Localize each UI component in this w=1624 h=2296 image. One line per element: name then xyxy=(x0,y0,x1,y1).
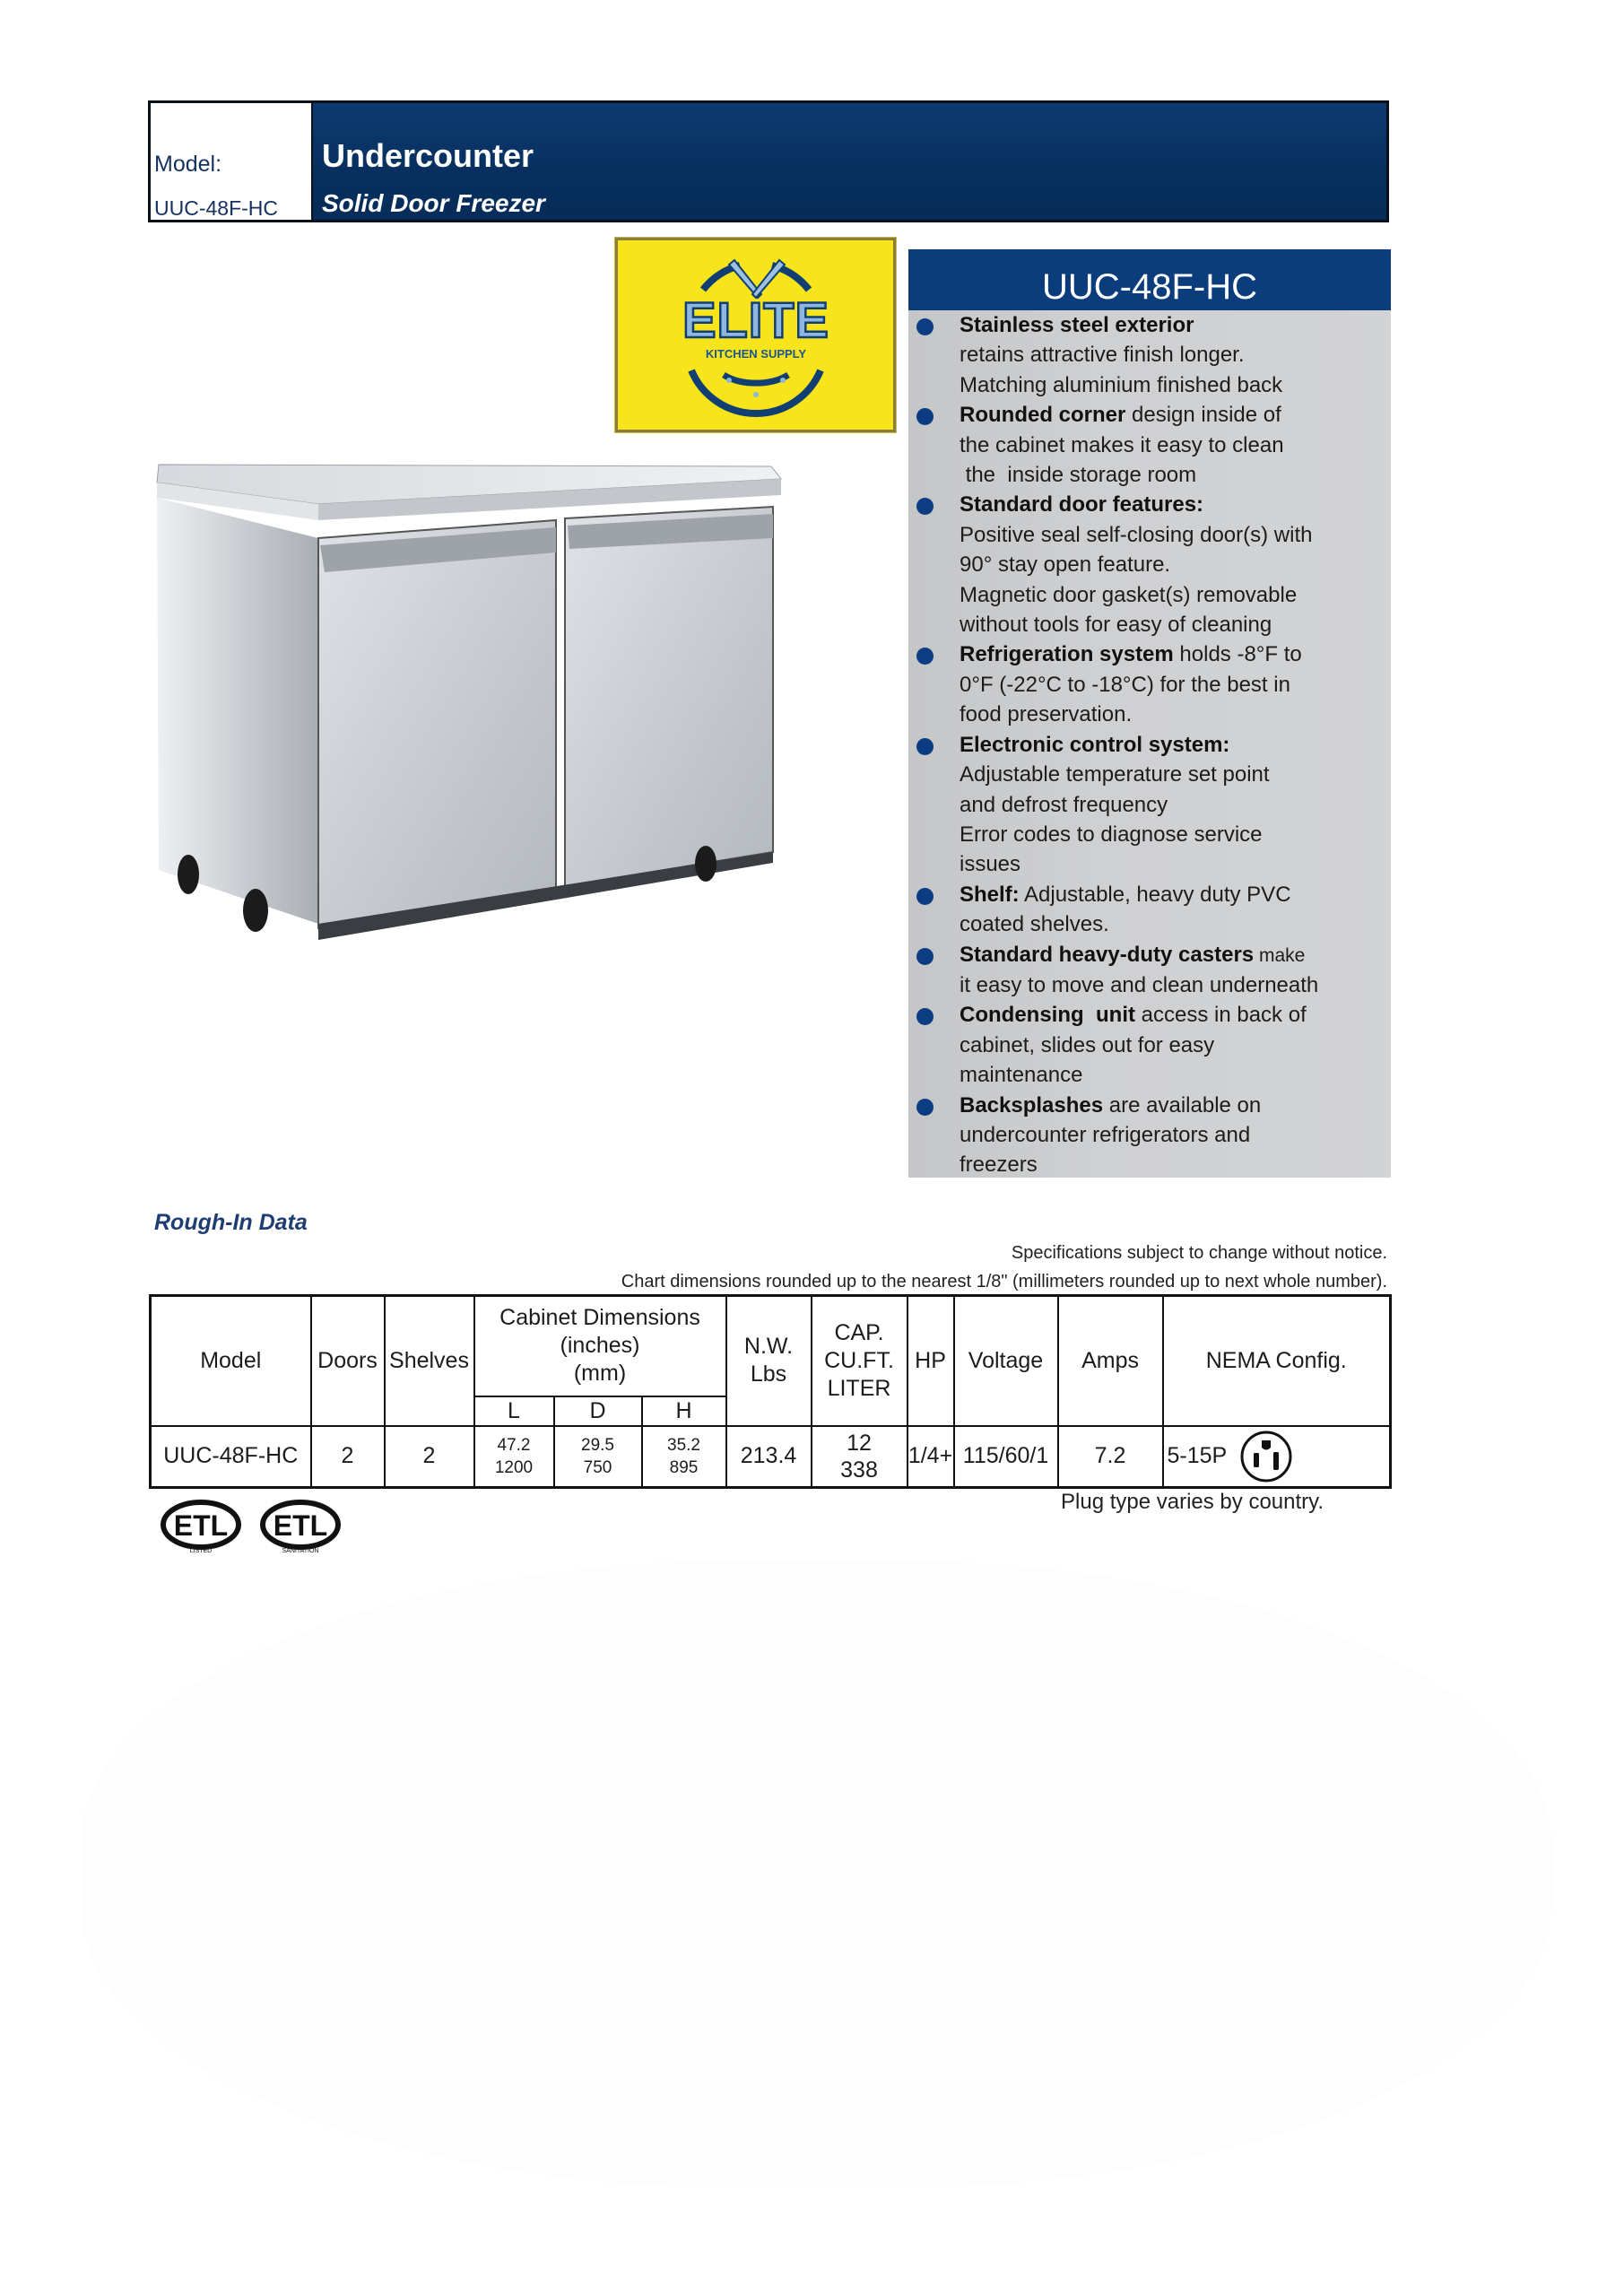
freezer-illustration-icon xyxy=(148,448,785,946)
col-header-net-weight: N.W. Lbs xyxy=(726,1296,812,1426)
feature-item: Shelf: Adjustable, heavy duty PVC coated shelves. xyxy=(908,880,1391,940)
cell-amps: 7.2 xyxy=(1058,1426,1163,1488)
col-header-length: L xyxy=(474,1396,554,1426)
cell-doors: 2 xyxy=(311,1426,385,1488)
col-header-nema: NEMA Config. xyxy=(1163,1296,1391,1426)
feature-item: Rounded corner design inside of the cabinet makes it easy to clean the inside storage room xyxy=(908,400,1391,490)
col-header-depth: D xyxy=(554,1396,642,1426)
model-label: Model: xyxy=(154,152,222,177)
cell-height: 35.2 895 xyxy=(642,1426,726,1488)
cell-shelves: 2 xyxy=(385,1426,474,1488)
col-header-amps: Amps xyxy=(1058,1296,1163,1426)
feature-panel xyxy=(908,249,1391,1178)
model-box xyxy=(151,103,313,220)
cell-hp: 1/4+ xyxy=(908,1426,954,1488)
svg-text:KITCHEN SUPPLY: KITCHEN SUPPLY xyxy=(705,347,807,361)
logo-emblem-icon xyxy=(618,240,893,430)
bullet-icon xyxy=(916,498,934,515)
svg-text:SANITATION: SANITATION xyxy=(282,1548,319,1554)
rough-in-table xyxy=(149,1294,1392,1489)
col-header-height: H xyxy=(642,1396,726,1426)
col-header-shelves: Shelves xyxy=(385,1296,474,1426)
product-image xyxy=(148,448,785,946)
bullet-icon xyxy=(916,1099,934,1116)
table-header-row xyxy=(151,1296,1391,1396)
cell-nema xyxy=(1163,1426,1391,1488)
feature-item: Stainless steel exterior retains attractive finish longer. Matching aluminium finished back xyxy=(908,310,1391,400)
bullet-icon xyxy=(916,648,934,665)
blank-page-area xyxy=(81,1561,1551,2188)
feature-item: Backsplashes are available on undercounter refrigerators and freezers xyxy=(908,1091,1391,1180)
feature-item: Standard heavy-duty casters make it easy to move and clean underneath xyxy=(908,940,1391,1001)
nema-config-value: 5-15P xyxy=(1167,1443,1228,1469)
svg-text:ETL: ETL xyxy=(173,1509,229,1542)
bullet-icon xyxy=(916,738,934,755)
bullet-icon xyxy=(916,1008,934,1025)
col-header-voltage: Voltage xyxy=(954,1296,1058,1426)
title-box xyxy=(313,103,1386,220)
cell-length: 47.2 1200 xyxy=(474,1426,554,1488)
model-code: UUC-48F-HC xyxy=(154,196,278,220)
bullet-icon xyxy=(916,408,934,425)
cell-depth: 29.5 750 xyxy=(554,1426,642,1488)
col-header-hp: HP xyxy=(908,1296,954,1426)
col-header-dimensions: Cabinet Dimensions (inches) (mm) xyxy=(474,1296,726,1396)
feature-item: Electronic control system: Adjustable temperature set point and defrost frequency Error codes to diagnose service issues xyxy=(908,730,1391,880)
feature-item: Condensing unit access in back of cabinet, slides out for easy maintenance xyxy=(908,1000,1391,1090)
elite-kitchen-supply-logo xyxy=(615,238,896,432)
etl-listed-icon xyxy=(160,1500,242,1555)
header-band xyxy=(148,100,1389,222)
cell-net-weight: 213.4 xyxy=(726,1426,812,1488)
chart-dimensions-note: Chart dimensions rounded up to the nearest 1/8" (millimeters rounded up to next whole number). xyxy=(621,1272,1387,1292)
etl-sanitation-icon xyxy=(259,1500,342,1555)
spec-change-note: Specifications subject to change without notice. xyxy=(1011,1243,1387,1263)
cell-model: UUC-48F-HC xyxy=(151,1426,311,1488)
bullet-icon xyxy=(916,948,934,965)
product-subtitle: Solid Door Freezer xyxy=(322,189,545,217)
feature-list xyxy=(908,310,1391,1180)
cell-voltage: 115/60/1 xyxy=(954,1426,1058,1488)
nema-5-15p-plug-icon xyxy=(1239,1430,1293,1483)
bullet-icon xyxy=(916,888,934,905)
rough-in-title: Rough-In Data xyxy=(154,1210,308,1235)
product-title: Undercounter xyxy=(322,137,534,174)
plug-type-note: Plug type varies by country. xyxy=(1061,1490,1324,1514)
feature-item: Standard door features: Positive seal self-closing door(s) with 90° stay open feature. Magnetic door gasket(s) removable without tools for easy of cleaning xyxy=(908,490,1391,639)
feature-item: Refrigeration system holds -8°F to 0°F (-22°C to -18°C) for the best in food preservation. xyxy=(908,639,1391,729)
feature-panel-title: UUC-48F-HC xyxy=(908,249,1391,310)
svg-text:ELITE: ELITE xyxy=(682,291,829,348)
table-row xyxy=(151,1426,1391,1488)
cell-capacity: 12 338 xyxy=(812,1426,908,1488)
col-header-capacity: CAP. CU.FT. LITER xyxy=(812,1296,908,1426)
svg-text:LISTED: LISTED xyxy=(189,1548,213,1554)
col-header-doors: Doors xyxy=(311,1296,385,1426)
svg-text:ETL: ETL xyxy=(273,1509,328,1542)
bullet-icon xyxy=(916,318,934,335)
col-header-model: Model xyxy=(151,1296,311,1426)
